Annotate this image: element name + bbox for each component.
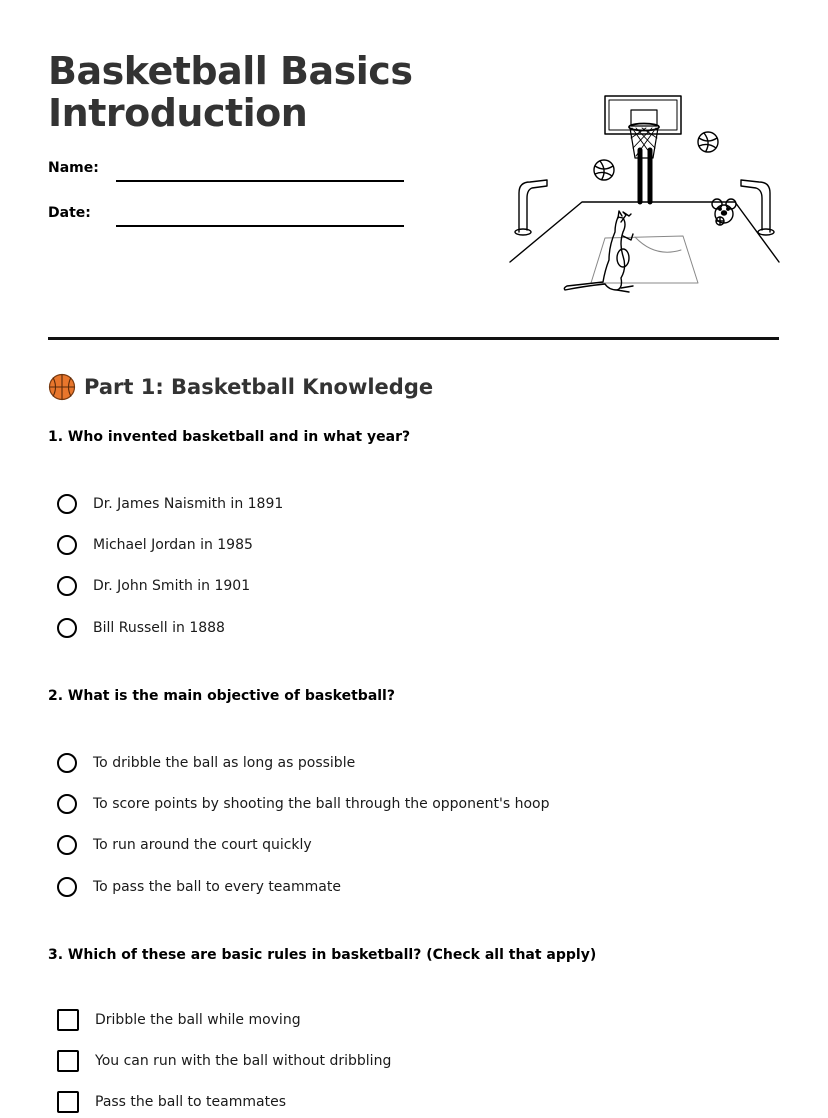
radio-button[interactable] xyxy=(57,794,77,814)
basketball-icon xyxy=(48,373,76,401)
question-1: 1. Who invented basketball and in what year? xyxy=(48,429,411,445)
title-line-2: Introduction xyxy=(48,91,308,135)
date-underline xyxy=(116,225,404,227)
option-label: You can run with the ball without dribbling xyxy=(95,1053,392,1069)
title-line-1: Basketball Basics xyxy=(48,49,413,93)
date-label: Date: xyxy=(48,205,91,221)
worksheet-title xyxy=(48,50,468,134)
q2-option-4[interactable] xyxy=(57,875,341,899)
q2-option-3[interactable] xyxy=(57,833,312,857)
checkbox[interactable] xyxy=(57,1091,79,1113)
q2-option-2[interactable] xyxy=(57,792,549,816)
radio-button[interactable] xyxy=(57,576,77,596)
option-label: Dr. James Naismith in 1891 xyxy=(93,496,284,512)
question-3: 3. Which of these are basic rules in basketball? (Check all that apply) xyxy=(48,947,597,963)
q1-option-2[interactable] xyxy=(57,533,253,557)
option-label: To pass the ball to every teammate xyxy=(93,879,341,895)
option-label: To dribble the ball as long as possible xyxy=(93,755,356,771)
radio-button[interactable] xyxy=(57,877,77,897)
option-label: Bill Russell in 1888 xyxy=(93,620,225,636)
checkbox[interactable] xyxy=(57,1050,79,1072)
court-key xyxy=(591,236,698,283)
name-label: Name: xyxy=(48,160,99,176)
radio-button[interactable] xyxy=(57,618,77,638)
option-label: Michael Jordan in 1985 xyxy=(93,537,253,553)
header-divider xyxy=(48,337,779,340)
name-underline xyxy=(116,180,404,182)
court-floor-lines xyxy=(510,202,779,262)
radio-button[interactable] xyxy=(57,753,77,773)
part1-heading-text: Part 1: Basketball Knowledge xyxy=(84,375,434,399)
radio-button[interactable] xyxy=(57,494,77,514)
q1-option-3[interactable] xyxy=(57,574,250,598)
flying-ball-left xyxy=(594,160,614,180)
part1-heading xyxy=(48,373,433,401)
q3-option-2[interactable] xyxy=(57,1049,391,1073)
flying-ball-right xyxy=(698,132,718,152)
q3-option-1[interactable] xyxy=(57,1008,301,1032)
koala-figure xyxy=(712,199,736,225)
q1-option-1[interactable] xyxy=(57,492,283,516)
option-label: Dribble the ball while moving xyxy=(95,1012,301,1028)
q3-option-3[interactable] xyxy=(57,1090,286,1114)
date-input[interactable] xyxy=(118,205,406,227)
kangaroo-figure xyxy=(564,211,633,292)
name-input[interactable] xyxy=(118,160,406,182)
option-label: To run around the court quickly xyxy=(93,837,312,853)
q1-option-4[interactable] xyxy=(57,616,225,640)
q2-option-1[interactable] xyxy=(57,751,355,775)
radio-button[interactable] xyxy=(57,535,77,555)
basketball-court-illustration xyxy=(505,90,785,300)
option-label: Dr. John Smith in 1901 xyxy=(93,578,251,594)
radio-button[interactable] xyxy=(57,835,77,855)
question-2: 2. What is the main objective of basketball? xyxy=(48,688,395,704)
option-label: To score points by shooting the ball through the opponent's hoop xyxy=(93,796,550,812)
checkbox[interactable] xyxy=(57,1009,79,1031)
option-label: Pass the ball to teammates xyxy=(95,1094,286,1110)
